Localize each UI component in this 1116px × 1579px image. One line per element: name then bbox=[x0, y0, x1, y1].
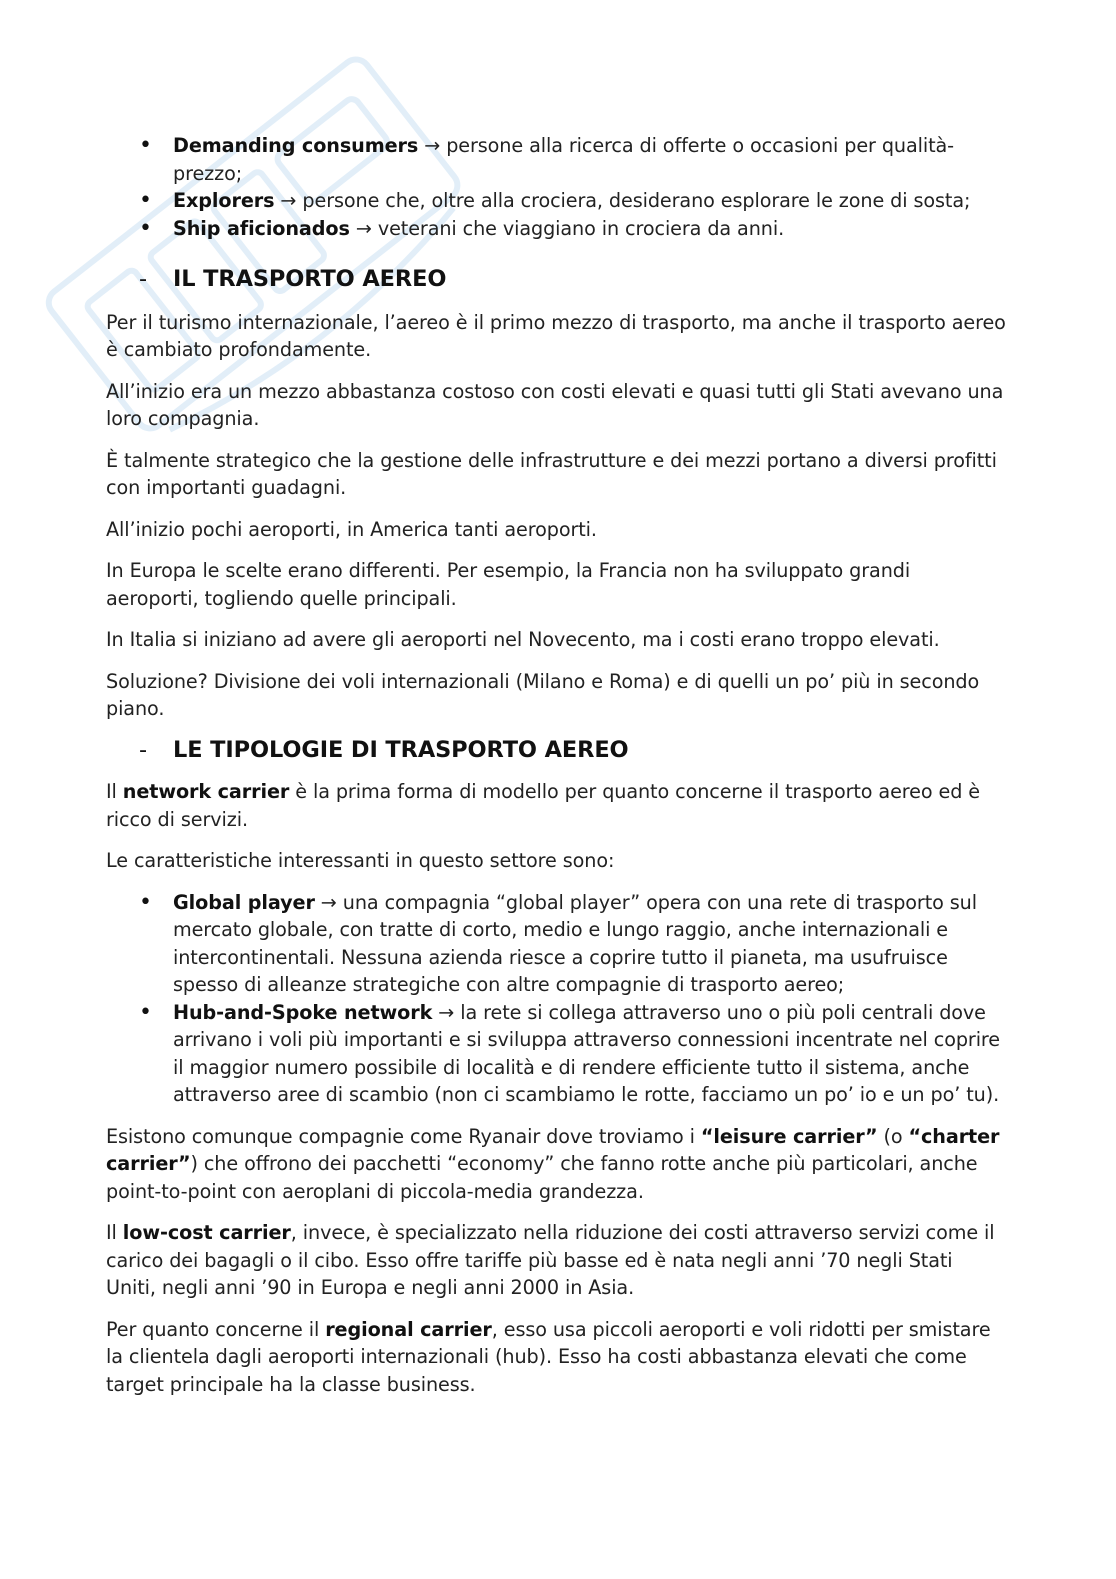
paragraph-leisure-carrier: Esistono comunque compagnie come Ryanair dove troviamo i “leisure carrier” (o “charter carrier”) che offrono dei pacchetti “economy” che fanno rotte anche più particolari, anche point-to-point con aeroplani di piccola-media grandezza. bbox=[106, 1124, 1000, 1203]
paragraph-regional-carrier: Per quanto concerne il regional carrier, esso usa piccoli aeroporti e voli ridotti per smistare la clientela dagli aeroporti internazionali (hub). Esso ha costi abbastanza elevati che come target principale ha la classe business. bbox=[106, 1317, 991, 1396]
list-item: • Explorers → persone che, oltre alla crociera, desiderano esplorare le zone di sosta; bbox=[106, 187, 1006, 215]
paragraph: In Italia si iniziano ad avere gli aeroporti nel Novecento, ma i costi erano troppo elevati. bbox=[106, 628, 940, 651]
list-item: • Demanding consumers → persone alla ricerca di offerte o occasioni per qualità-prezzo; bbox=[106, 132, 1006, 187]
paragraph-low-cost-carrier: Il low-cost carrier, invece, è specializzato nella riduzione dei costi attraverso servizi come il carico dei bagagli o il cibo. Esso offre tariffe più basse ed è nata negli anni ’70 negli Stati Uniti, negli anni ’90 in Europa e negli anni 2000 in Asia. bbox=[106, 1221, 995, 1299]
dash-marker: - bbox=[139, 736, 148, 763]
paragraph: In Europa le scelte erano differenti. Per esempio, la Francia non ha sviluppato grandi aeroporti, togliendo quelle principali. bbox=[106, 559, 911, 610]
paragraph: È talmente strategico che la gestione delle infrastrutture e dei mezzi portano a diversi profitti con importanti guadagni. bbox=[106, 448, 997, 499]
list-item: • Ship aficionados → veterani che viaggiano in crociera da anni. bbox=[106, 215, 1006, 243]
section-heading-trasporto-aereo: - IL TRASPORTO AEREO bbox=[139, 266, 447, 292]
list-item: • Hub-and-Spoke network → la rete si collega attraverso uno o più poli centrali dove arrivano i voli più importanti e si sviluppa attraverso connessioni incentrate nel coprire il maggior numero possibile di località e di rendere efficiente tutto il sistema, anche attraverso aree di scambio (non ci scambiamo le rotte, facciamo un po’ io e un po’ tu). bbox=[106, 999, 1006, 1109]
section-heading-tipologie: - LE TIPOLOGIE DI TRASPORTO AEREO bbox=[139, 736, 629, 763]
list-item: • Global player → una compagnia “global player” opera con una rete di trasporto sul mercato globale, con tratte di corto, medio e lungo raggio, anche internazionali e intercontinentali. Nessuna azienda riesce a coprire tutto il pianeta, ma usufruisce spesso di alleanze strategiche con altre compagnie di trasporto aereo; bbox=[106, 889, 1006, 999]
paragraph-features-intro: Le caratteristiche interessanti in questo settore sono: bbox=[106, 849, 615, 872]
paragraph: All’inizio pochi aeroporti, in America tanti aeroporti. bbox=[106, 517, 597, 541]
paragraph-network-carrier: Il network carrier è la prima forma di modello per quanto concerne il trasporto aereo ed è ricco di servizi. bbox=[106, 780, 980, 831]
dash-marker: - bbox=[139, 266, 148, 292]
features-list bbox=[106, 889, 1006, 1109]
consumer-types-list bbox=[106, 132, 1006, 242]
paragraph: Soluzione? Divisione dei voli internazionali (Milano e Roma) e di quelli un po’ più in secondo piano. bbox=[106, 669, 980, 720]
paragraph: Per il turismo internazionale, l’aereo è il primo mezzo di trasporto, ma anche il trasporto aereo è cambiato profondamente. bbox=[106, 310, 1006, 361]
document-body bbox=[106, 132, 1006, 1398]
paragraph: All’inizio era un mezzo abbastanza costoso con costi elevati e quasi tutti gli Stati avevano una loro compagnia. bbox=[106, 379, 1004, 430]
